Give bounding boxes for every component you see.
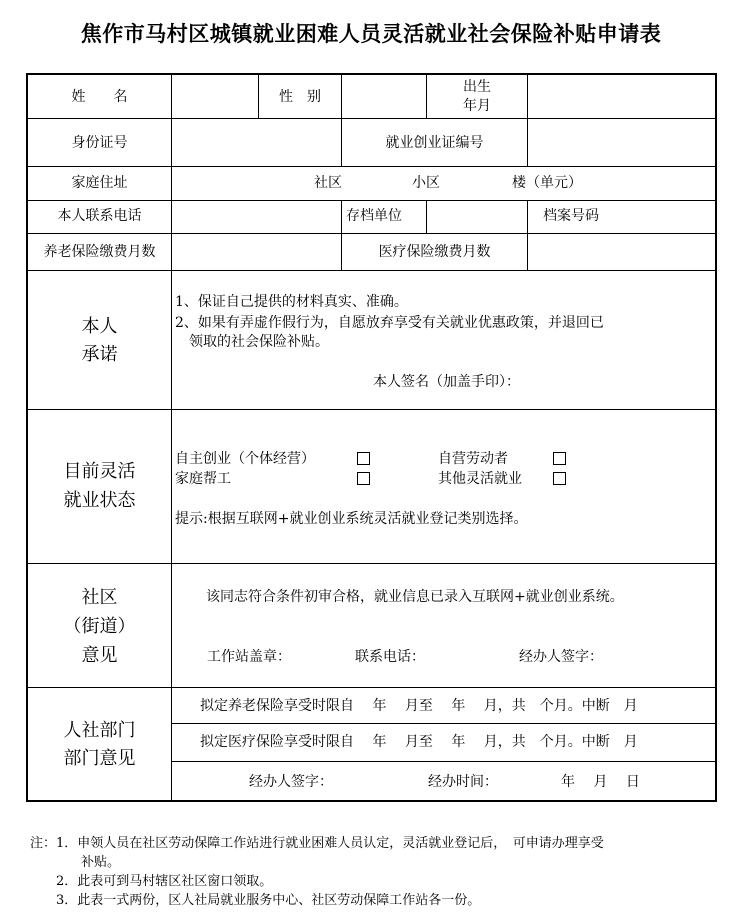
hr-date-label: 经办时间： bbox=[428, 774, 498, 790]
note-3: 3．此表一式两份，区人社局就业服务中心、社区劳动保障工作站各一份。 bbox=[56, 893, 481, 908]
employment-cert-label: 就业创业证编号 bbox=[385, 135, 484, 151]
pension-months-label: 养老保险缴费月数 bbox=[43, 244, 156, 260]
column-divider bbox=[171, 74, 172, 801]
address-label: 家庭住址 bbox=[71, 175, 128, 191]
footnotes bbox=[30, 834, 720, 910]
id-label: 身份证号 bbox=[71, 135, 128, 151]
page-title: 焦作市马村区城镇就业困难人员灵活就业社会保险补贴申请表 bbox=[80, 21, 662, 46]
id-field[interactable] bbox=[172, 119, 341, 166]
column-divider bbox=[341, 200, 342, 233]
community-stamp-label: 工作站盖章： bbox=[207, 649, 291, 665]
status-option-other: 其他灵活就业 bbox=[438, 471, 522, 487]
archive-no-label: 档案号码 bbox=[543, 208, 599, 224]
row-divider bbox=[171, 723, 716, 724]
medical-months-label: 医疗保险缴费月数 bbox=[378, 244, 491, 260]
gender-field[interactable] bbox=[342, 75, 426, 118]
hr-handler-label: 经办人签字： bbox=[249, 774, 333, 790]
row-divider bbox=[27, 687, 716, 688]
checkbox-family-helper[interactable] bbox=[357, 472, 370, 485]
note-1-cont: 补贴。 bbox=[81, 855, 121, 870]
phone-field[interactable] bbox=[172, 201, 341, 233]
community-label-line2: （街道） bbox=[63, 616, 136, 637]
address-building: 楼（单元） bbox=[512, 175, 582, 191]
name-label: 姓 名 bbox=[71, 89, 128, 105]
checkbox-other[interactable] bbox=[553, 472, 566, 485]
row-divider bbox=[27, 563, 716, 564]
status-hint: 提示:根据互联网+就业创业系统灵活就业登记类别选择。 bbox=[175, 511, 528, 527]
pledge-item-2-cont: 领取的社会保险补贴。 bbox=[189, 334, 329, 350]
pledge-item-2: 2、如果有弄虚作假行为，自愿放弃享受有关就业优惠政策，并退回已 bbox=[175, 315, 604, 331]
column-divider bbox=[527, 200, 528, 233]
gender-label: 性 别 bbox=[279, 89, 321, 105]
checkbox-self-employed[interactable] bbox=[357, 452, 370, 465]
note-2: 2．此表可到马村辖区社区窗口领取。 bbox=[56, 874, 273, 889]
hr-label-line1: 人社部门 bbox=[63, 720, 136, 741]
status-label-line1: 目前灵活 bbox=[63, 461, 136, 482]
archive-unit-label: 存档单位 bbox=[346, 208, 402, 224]
status-label-line2: 就业状态 bbox=[63, 490, 136, 511]
status-option-family-helper: 家庭帮工 bbox=[175, 471, 231, 487]
checkbox-own-account[interactable] bbox=[553, 452, 566, 465]
birth-label-line2: 年月 bbox=[463, 98, 491, 114]
community-label-line1: 社区 bbox=[81, 587, 118, 608]
status-option-own-account: 自营劳动者 bbox=[438, 451, 508, 467]
birth-label-line1: 出生 bbox=[463, 79, 491, 95]
birth-field[interactable] bbox=[528, 75, 715, 118]
community-phone-label: 联系电话： bbox=[355, 649, 425, 665]
community-handler-label: 经办人签字： bbox=[519, 649, 603, 665]
hr-pension-period: 拟定养老保险享受时限自 年 月至 年 月，共 个月。中断 月 bbox=[200, 698, 638, 714]
address-community: 社区 bbox=[314, 175, 342, 191]
row-divider bbox=[27, 200, 716, 201]
pledge-label-line2: 承诺 bbox=[81, 344, 118, 365]
archive-unit-field[interactable] bbox=[427, 201, 527, 233]
status-option-self-employed: 自主创业（个体经营） bbox=[175, 451, 315, 467]
community-opinion: 该同志符合条件初审合格，就业信息已录入互联网+就业创业系统。 bbox=[206, 589, 624, 605]
phone-label: 本人联系电话 bbox=[57, 208, 142, 224]
hr-medical-period: 拟定医疗保险享受时限自 年 月至 年 月，共 个月。中断 月 bbox=[200, 734, 638, 750]
pledge-label-line1: 本人 bbox=[81, 316, 118, 337]
medical-months-field[interactable] bbox=[528, 234, 715, 270]
hr-date-fill: 年 月 日 bbox=[561, 774, 640, 790]
community-label-line3: 意见 bbox=[81, 645, 118, 666]
name-field[interactable] bbox=[172, 75, 258, 118]
row-divider bbox=[27, 166, 716, 167]
pledge-signature-label: 本人签名（加盖手印）： bbox=[373, 374, 520, 390]
note-1: 注：1．申领人员在社区劳动保障工作站进行就业困难人员认定，灵活就业登记后， 可申请办理享受 bbox=[30, 836, 604, 851]
employment-cert-field[interactable] bbox=[528, 119, 715, 166]
address-subdistrict: 小区 bbox=[412, 175, 440, 191]
row-divider bbox=[27, 409, 716, 410]
row-divider bbox=[27, 270, 716, 271]
pension-months-field[interactable] bbox=[172, 234, 341, 270]
hr-label-line2: 部门意见 bbox=[63, 748, 136, 769]
pledge-item-1: 1、保证自己提供的材料真实、准确。 bbox=[175, 294, 408, 310]
row-divider bbox=[171, 761, 716, 762]
